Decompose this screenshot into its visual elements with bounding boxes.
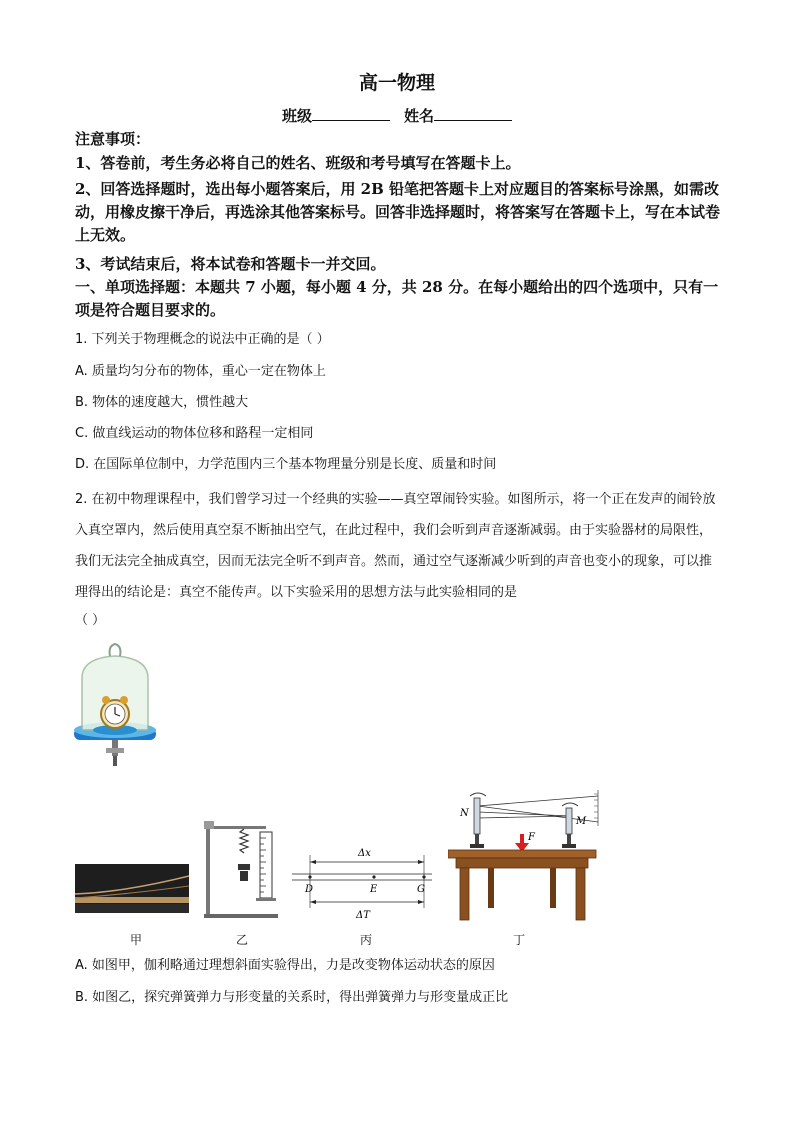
notice-item-1: 1、答卷前，考生务必将自己的姓名、班级和考号填写在答题卡上。 xyxy=(75,154,521,172)
q2-option-a: A. 如图甲，伽利略通过理想斜面实验得出，力是改变物体运动状态的原因 xyxy=(75,958,495,973)
q1-option-b: B. 物体的速度越大，惯性越大 xyxy=(75,395,249,410)
q1-option-c: C. 做直线运动的物体位移和路程一定相同 xyxy=(75,426,314,441)
q1-stem: 1. 下列关于物理概念的说法中正确的是（ ） xyxy=(75,332,330,347)
notice-heading: 注意事项： xyxy=(75,130,151,148)
q1-option-d: D. 在国际单位制中，力学范围内三个基本物理量分别是长度、质量和时间 xyxy=(75,457,497,472)
name-blank xyxy=(434,104,512,121)
figure-bing-diagram xyxy=(292,842,432,922)
caption-jia: 甲 xyxy=(130,933,143,947)
q2-blank: （ ） xyxy=(75,613,106,628)
q2-option-b: B. 如图乙，探究弹簧弹力与形变量的关系时，得出弹簧弹力与形变量成正比 xyxy=(75,990,509,1005)
class-label: 班级 xyxy=(281,107,312,125)
figure-yi-spring xyxy=(200,818,280,920)
class-blank xyxy=(312,104,390,121)
label-delta-x: Δx xyxy=(358,848,371,859)
section-one-heading: 一、单项选择题：本题共 7 小题，每小题 4 分，共 28 分。在每小题给出的四个选项中，只有一项是符合题目要求的。 xyxy=(75,278,719,319)
label-delta-t: ΔT xyxy=(356,910,370,921)
label-d: D xyxy=(305,884,314,895)
caption-yi: 乙 xyxy=(236,933,249,947)
label-f: F xyxy=(528,832,535,843)
caption-ding: 丁 xyxy=(513,933,526,947)
q2-stem: 2. 在初中物理课程中，我们曾学习过一个经典的实验——真空罩闹铃实验。如图所示，将一个正在发声的闹铃放入真空罩内，然后使用真空泵不断抽出空气，在此过程中，我们会听到声音逐渐减弱。由于实验器材的局限性，我们无法完全抽成真空，因而无法完全听不到声音。然而，通过空气逐渐减少听到的声音也变小的现象，可以推理得出的结论是：真空不能传声。以下实验采用的思想方法与此实验相同的是 xyxy=(75,492,716,600)
label-m: M xyxy=(576,816,587,827)
label-g: G xyxy=(417,884,425,895)
notice-item-3: 3、考试结束后，将本试卷和答题卡一并交回。 xyxy=(75,255,386,273)
student-info-line xyxy=(0,104,794,126)
bell-jar-figure xyxy=(70,638,160,774)
label-e: E xyxy=(370,884,378,895)
name-label: 姓名 xyxy=(404,107,435,125)
notice-item-2: 2、回答选择题时，选出每小题答案后，用 2B 铅笔把答题卡上对应题目的答案标号涂黑，如需改动，用橡皮擦干净后，再选涂其他答案标号。回答非选择题时，将答案写在答题卡上，写在本试卷上无效。 xyxy=(75,180,721,244)
figure-ding-table xyxy=(448,786,608,924)
label-n: N xyxy=(460,808,469,819)
q1-option-a: A. 质量均匀分布的物体，重心一定在物体上 xyxy=(75,364,326,379)
page-title: 高一物理 xyxy=(358,72,435,94)
caption-bing: 丙 xyxy=(360,933,373,947)
figure-jia-photo xyxy=(75,864,189,913)
